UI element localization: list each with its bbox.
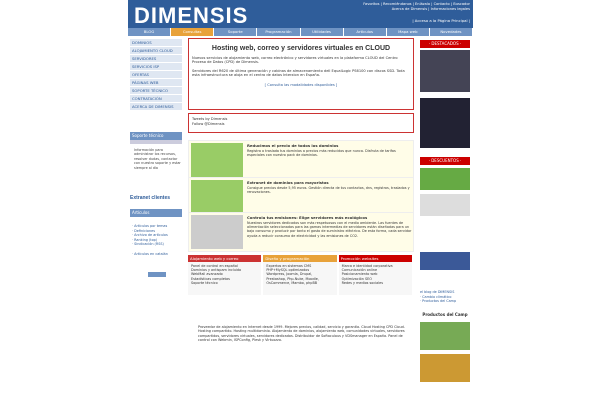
rss-button[interactable] <box>148 272 166 277</box>
twitter-logo[interactable] <box>420 222 470 248</box>
column-item[interactable]: Redes y medios sociales <box>341 280 384 285</box>
column-title[interactable]: Alojamiento web y correo <box>188 255 261 262</box>
article-link[interactable]: · Sindicación (RSS) <box>132 242 164 247</box>
hero-title: Hosting web, correo y servidores virtuales en CLOUD <box>211 45 391 52</box>
column-item[interactable]: Optimización SEO <box>341 276 372 281</box>
column-item[interactable]: Marca e identidad corporativa <box>341 264 393 268</box>
discount-image-2[interactable] <box>420 194 470 216</box>
service-column <box>339 255 412 295</box>
top-links[interactable]: Favoritos | Recomiéndanos | Enlázalo | Contacto | Buscador Acerca de Dimensis | Informaciones legales <box>363 2 470 11</box>
column-item[interactable]: Dominios y antispam incluido <box>191 268 242 273</box>
menu-item[interactable]: SERVICIOS ISP <box>130 63 182 71</box>
nav-item[interactable]: Utilidades <box>301 28 344 36</box>
article-link[interactable]: · Definiciones <box>132 228 155 233</box>
featured-title: · DESTACADOS · <box>420 40 470 48</box>
column-item[interactable]: Expertos en sistemas CMS <box>266 264 312 268</box>
column-item[interactable]: WebMail avanzado <box>191 272 223 277</box>
column-item[interactable]: OsCommerce, Mambo, phpBB <box>266 280 318 285</box>
extranet-link[interactable]: Extranet clientes <box>130 195 182 204</box>
menu-item[interactable]: SOPORTE TÉCNICO <box>130 87 182 95</box>
hero-box <box>188 38 414 110</box>
menu-item[interactable]: ACERCA DE DIMENSIS <box>130 103 182 111</box>
right-links <box>420 290 470 304</box>
left-menu <box>130 39 182 111</box>
promo-block <box>188 177 414 217</box>
right-link[interactable]: · Cambio climático <box>420 294 452 299</box>
promo-title[interactable]: Controla tus emisiones: Elige servidores más ecológicos <box>247 215 368 220</box>
facebook-logo[interactable] <box>420 252 470 270</box>
column-item[interactable]: PHP+MySQL optimizados <box>266 268 310 273</box>
hero-p1: Nuevos servicios de alojamiento web, correo electrónico y servidores virtuales en la plataforma CLOUD del Centro Proceso de Datos (CPD) de Dimensis. <box>192 56 398 65</box>
article-link[interactable]: · Ranking (top) <box>132 237 158 242</box>
service-columns <box>188 255 414 295</box>
nav-item[interactable]: Consultas <box>171 28 214 36</box>
menu-item[interactable]: ALOJAMIENTO CLOUD <box>130 47 182 55</box>
column-item[interactable]: Prestashop, Php-Nuke, Moodle, <box>266 276 319 281</box>
promo-desc: Consigue precios desde 5,95 euros. Gestión directa de tus contactos, dns, registros, traslados y renovaciones. <box>247 186 410 195</box>
right-link[interactable]: el blog de DIMENSIS <box>420 290 455 294</box>
menu-item[interactable]: CONTRATACIÓN <box>130 95 182 103</box>
home-link[interactable]: | Acceso a la Página Principal | <box>412 18 470 23</box>
column-item[interactable]: Estadísticas completas <box>191 276 230 281</box>
discounts-title: · DESCUENTOS · <box>420 157 470 165</box>
hero-p2: Servidores del R620 de última generación y cabinas de almacenamiento dell EqualLogic PS6100 con discos SSD. Toda esta infraestructura se aloja en el centro de datos Interxion en España. <box>192 68 405 78</box>
menu-item[interactable]: OFERTAS <box>130 71 182 79</box>
tech-support-title[interactable]: Soporte técnico <box>130 132 182 140</box>
nav-item[interactable]: Programación <box>257 28 300 36</box>
service-column <box>263 255 336 295</box>
column-item[interactable]: Wordpress, Joomla, Drupal, <box>266 272 313 277</box>
promo-desc: Nuestros servidores dedicados son más respetuosos con el medio ambiente. Las fuentes de alimentación seleccionadas para las gamas intermedias de servidores están diseñadas para un bajo consumo y producir por tanto el gasto de suministro eléctrico. De esta forma, cada servidor ayuda a reducir consumo de electricidad y las emisiones de CO2. <box>247 221 412 238</box>
right-link[interactable]: · Productos del Camp <box>420 299 457 304</box>
products-title: Productos del Camp <box>422 312 468 317</box>
column-title[interactable]: Promoción websites <box>339 255 412 262</box>
article-link[interactable]: · Artículos por temas <box>132 224 168 228</box>
twitter-widget[interactable]: Tweets by Dimensis Follow @Dimensis <box>188 113 414 133</box>
logo[interactable]: DIMENSIS <box>134 3 249 28</box>
hero-link[interactable]: [ Consulta las modalidades disponibles ] <box>264 82 338 87</box>
products-image-2[interactable] <box>420 354 470 382</box>
tech-image <box>130 140 182 144</box>
promo-block <box>188 212 414 252</box>
promo-image[interactable] <box>191 215 243 249</box>
promo-desc: Registra o traslada tus dominios a precios más reducidos que nunca. Disfruta de tarifas especiales con nuestro pack de dominios. <box>247 149 396 158</box>
featured-image-1[interactable] <box>420 50 470 92</box>
column-item[interactable]: Comunicación online <box>341 268 378 273</box>
promo-title[interactable]: Extranet de dominios para mayoristas <box>247 180 329 185</box>
tech-text: Información para administrar los recursos, resolver dudas, contactar con nuestro soporte y estar siempre al día <box>134 148 181 170</box>
products-image-1[interactable] <box>420 322 470 350</box>
articles-title[interactable]: Artículos <box>130 209 182 217</box>
nav-item[interactable]: Mapa web <box>387 28 430 36</box>
nav-item[interactable]: Soporte <box>214 28 257 36</box>
nav-item[interactable]: Artículos <box>344 28 387 36</box>
column-item[interactable]: Soporte técnico <box>191 280 218 285</box>
nav-item[interactable]: Novedades <box>430 28 473 36</box>
column-item[interactable]: Posicionamiento web <box>341 272 378 277</box>
menu-item[interactable]: PÁGINAS WEB <box>130 79 182 87</box>
promo-image[interactable] <box>191 180 243 214</box>
article-link[interactable]: · Artículos en catalán <box>132 251 168 256</box>
main-nav <box>128 28 473 36</box>
bottom-text: Proveedor de alojamiento en Internet desde 1999. Mejores precios, calidad, servicio y garantía. Cloud Hosting CPD Cloud. Hosting compartido. Hosting multidominio. Alojamiento de dominios, alojamiento web, comunidades virtuales, servidores compartidos, servidores virtuales, servidores dedicados. Distribuidor de Softaculous y VDSmanager en España. Panel de control con Webmin, ISPConfig, Plesk y Virtuozzo. <box>198 325 405 343</box>
promo-image[interactable] <box>191 143 243 177</box>
nav-item[interactable]: BLOG <box>128 28 171 36</box>
column-title[interactable]: Diseño y programación <box>263 255 336 262</box>
featured-image-2[interactable] <box>420 98 470 148</box>
promo-title[interactable]: Reducimos el precio de todos los dominios <box>247 143 339 148</box>
service-column <box>188 255 261 295</box>
menu-item[interactable]: DOMINIOS <box>130 39 182 47</box>
menu-item[interactable]: SERVIDORES <box>130 55 182 63</box>
promo-block <box>188 140 414 180</box>
article-link[interactable]: · Archivo de artículos <box>132 233 168 238</box>
articles-links <box>132 224 182 256</box>
discount-image-1[interactable] <box>420 168 470 190</box>
column-item[interactable]: Panel de control en español <box>191 264 238 268</box>
